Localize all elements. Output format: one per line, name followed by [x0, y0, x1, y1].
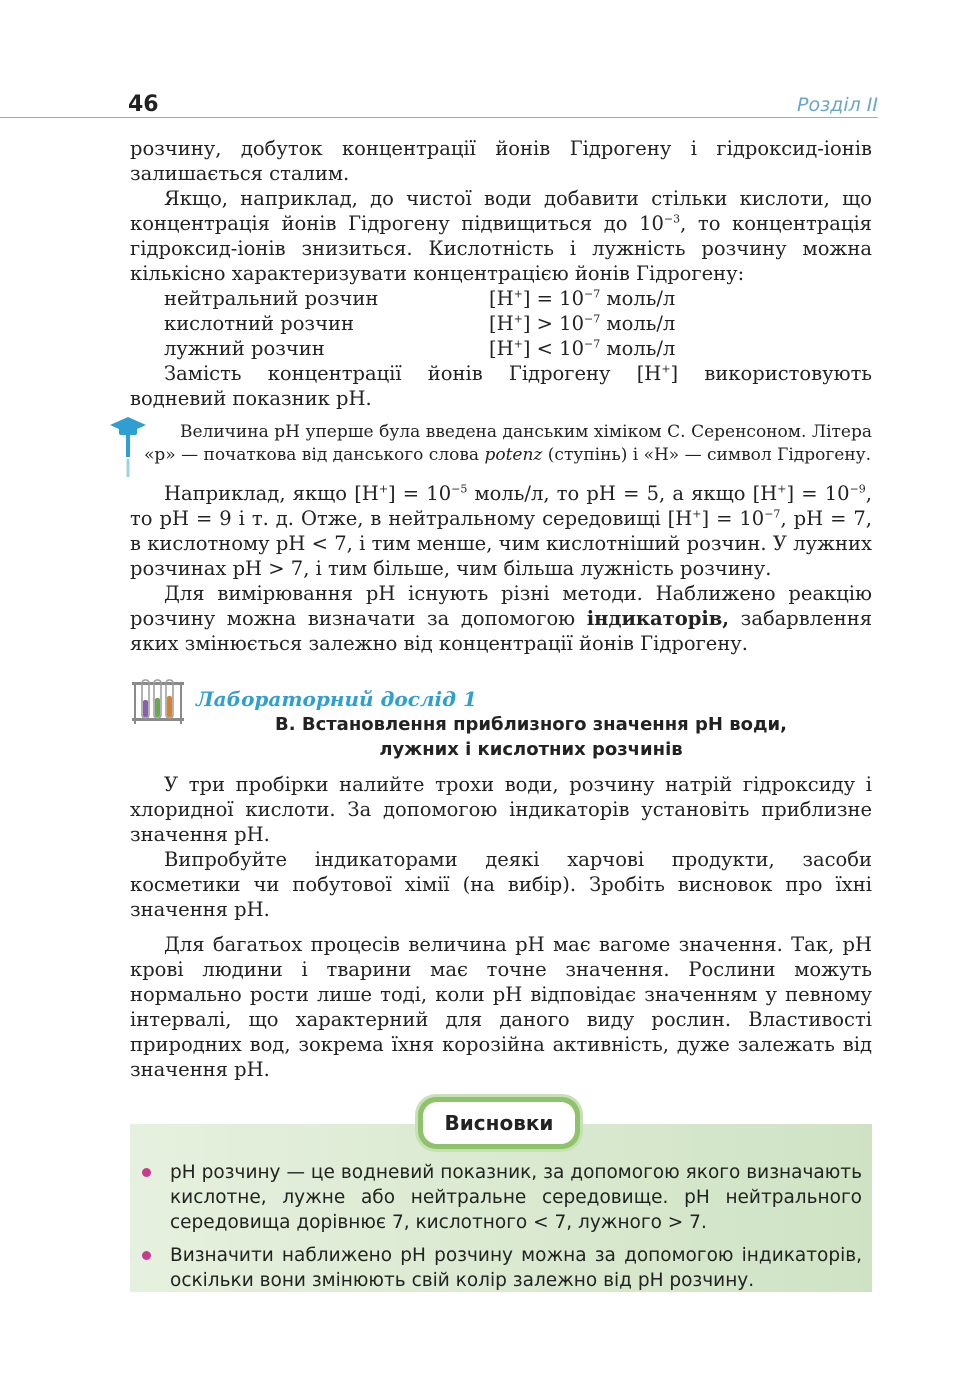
- table-row: кислотний розчин $[H^+] > 10^{-7}$ моль/л: [164, 312, 676, 335]
- graduation-cap-icon: [108, 415, 148, 479]
- info-note: [130, 421, 872, 467]
- page-number: 46: [128, 92, 159, 117]
- lab-experiment: [130, 686, 872, 762]
- paragraph-3: Замість концентрації йонів Гідрогену [H+] використовують водневий показник рН.: [130, 362, 872, 410]
- lab-heading: лужних і кислотних розчинів: [379, 739, 683, 760]
- page-header: [0, 88, 964, 122]
- list-item: Визначити наближено рН розчину можна за допомогою індикаторів, оскільки вони змінюють свій колір залежно від рН розчину.: [130, 1243, 872, 1293]
- test-tubes-icon: [130, 678, 186, 726]
- section-title: Розділ II: [797, 94, 878, 116]
- lab-paragraph-1: У три пробірки налийте трохи води, розчину натрій гідроксиду і хлоридної кислоти. За допомогою індикаторів установіть приблизне значення рН.: [130, 773, 872, 846]
- note-text: Величина рН уперше була введена данським хіміком С. Серенсоном. Літера «р» — початкова від данського слова potenz (ступінь) і «Н» — символ Гідрогену.: [144, 422, 872, 465]
- bullet-icon: [142, 1251, 151, 1260]
- main-text: [130, 136, 872, 1082]
- list-item: рН розчину — це водневий показник, за допомогою якого визначають кислотне, лужне або нейтральне середовище. рН нейтрального середовища дорівнює 7, кислотного < 7, лужного > 7.: [130, 1160, 872, 1235]
- conclusions-list: [130, 1160, 872, 1301]
- conclusions-badge: [418, 1097, 580, 1149]
- paragraph-2: Якщо, наприклад, до чистої води добавити стільки кислоти, що концентрація йонів Гідрогену підвищиться до $10^{-3}$, то концентрація гідроксид-іонів знизиться. Кислотність і лужність розчину можна кількісно характеризувати концентрацією йонів Гідрогену:: [130, 187, 872, 285]
- bullet-icon: [142, 1168, 151, 1177]
- paragraph-5: Для вимірювання рН існують різні методи. Наближено реакцію розчину можна визначати за допомогою індикаторів, забарвлення яких змінюється залежно від концентрації йонів Гідрогену.: [130, 582, 872, 655]
- paragraph-1: розчину, добуток концентрації йонів Гідрогену і гідроксид-іонів залишається сталим.: [130, 137, 872, 185]
- table-row: нейтральний розчин $[H^+] = 10^{-7}$ моль/л: [164, 287, 676, 310]
- lab-heading: В. Встановлення приблизного значення рН води,: [275, 714, 787, 735]
- paragraph-6: Для багатьох процесів величина рН має вагоме значення. Так, рН крові людини і тварини має точне значення. Рослини можуть нормально рости лише тоді, коли рН відповідає значенням у певному інтервалі, що характерний для даного виду рослин. Властивості природних вод, зокрема їхня корозійна активність, дуже залежать від значення рН.: [130, 933, 872, 1081]
- lab-title: Лабораторний дослід 1: [196, 687, 477, 711]
- table-row: лужний розчин $[H^+] < 10^{-7}$ моль/л: [164, 337, 676, 360]
- lab-paragraph-2: Випробуйте індикаторами деякі харчові продукти, засоби косметики чи побутової хімії (на вибір). Зробіть висновок про їхні значення рН.: [130, 848, 872, 921]
- concentration-table: [130, 286, 872, 361]
- paragraph-4: Наприклад, якщо $[H^+] = 10^{-5}$ моль/л, то рН = 5, а якщо $[H^+] = 10^{-9}$, то рН = 9 і т. д. Отже, в нейтральному середовищі $[H^+] = 10^{-7}$, рН = 7, в кислотному рН < 7, і тим менше, чим кислотніший розчин. У лужних розчинах рН > 7, і тим більше, чим більша лужність розчину.: [130, 482, 872, 580]
- header-rule: [0, 117, 878, 118]
- conclusions-title: Висновки: [423, 1102, 575, 1144]
